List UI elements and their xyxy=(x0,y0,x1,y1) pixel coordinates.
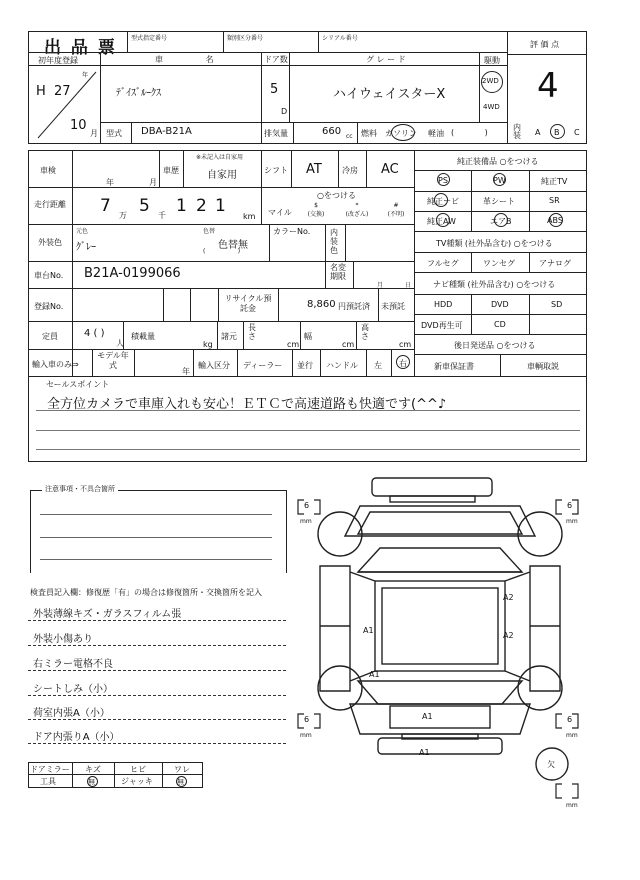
equip-airbag: エアB xyxy=(490,217,512,226)
mileage-digit-2: 5 xyxy=(139,196,150,216)
load-unit: kg xyxy=(203,340,213,349)
dvd-cd: CD xyxy=(494,320,506,329)
sales-point-label: セールスポイント xyxy=(46,380,110,389)
recycle-amount: 8,860 xyxy=(307,299,336,310)
fuel-label: 燃料 xyxy=(361,129,377,138)
drive-4wd: 4WD xyxy=(483,103,500,111)
damage-mark-4: A1 xyxy=(369,670,380,679)
reg-month-unit: 月 xyxy=(90,129,98,138)
inspection-label: 車検 xyxy=(40,166,56,175)
mileage-unit: km xyxy=(243,212,256,221)
name-change-month: 月 xyxy=(377,282,384,289)
damage-mark-2: A2 xyxy=(503,631,514,640)
damage-mark-5: A1 xyxy=(422,712,433,721)
note-line-4: シートしみ（小） xyxy=(33,684,113,695)
drive-label: 駆動 xyxy=(484,56,500,65)
tire-rr-unit: mm xyxy=(566,732,578,739)
interior-c: C xyxy=(574,128,580,137)
handle-right: 右 xyxy=(399,359,407,368)
rating-value: 4 xyxy=(537,66,559,106)
displacement: 660 xyxy=(322,126,342,137)
equip-ps: PS xyxy=(438,176,448,185)
mileage-altered: * (改ざん) xyxy=(345,202,369,218)
car-diagram xyxy=(290,476,590,816)
note-line-2: 外装小傷あり xyxy=(33,634,93,645)
navi-dvd: DVD xyxy=(491,300,509,309)
door-type: D xyxy=(281,107,288,116)
serial-number-label: シリアル番号 xyxy=(322,35,358,42)
spare-unit: mm xyxy=(566,802,578,809)
mileage-man: 万 xyxy=(119,211,127,220)
tire-fr-unit: mm xyxy=(566,518,578,525)
interior-b: B xyxy=(554,128,560,137)
fuel-diesel: 軽油 xyxy=(428,129,444,138)
interior-a: A xyxy=(535,128,541,137)
mileage-digit-3: 1 xyxy=(176,196,187,216)
navi-hdd: HDD xyxy=(434,300,453,309)
note-line-3: 右ミラー電格不良 xyxy=(33,659,113,670)
dims-label: 諸元 xyxy=(221,332,237,341)
equipment-label: 純正装備品 ○をつける xyxy=(457,157,539,166)
car-name-label: 車 名 xyxy=(155,55,234,64)
color-change: 色替無 xyxy=(218,240,248,251)
color-no-label: カラーNo. xyxy=(273,227,311,236)
recycle-status: 円預託済 xyxy=(338,302,370,311)
tv-oneseg: ワンセグ xyxy=(483,259,515,268)
equip-abs: ABS xyxy=(547,216,563,225)
later-warranty: 新車保証書 xyxy=(434,362,474,371)
recycle-label: リサイクル預託金 xyxy=(224,294,272,313)
tire-fl-depth: 6 xyxy=(304,501,310,510)
mileage-digit-1: 7 xyxy=(100,196,111,216)
reg-month: 10 xyxy=(70,118,87,133)
damage-mark-6: A1 xyxy=(419,748,430,757)
reg-year-unit: 年 xyxy=(82,72,89,79)
mileage-sen: 千 xyxy=(158,211,166,220)
name-change-day: 日 xyxy=(405,282,412,289)
rating-label: 評 価 点 xyxy=(530,40,560,49)
tire-rl-depth: 6 xyxy=(304,715,310,724)
cooling: AC xyxy=(381,162,399,177)
doors-label: ドア数 xyxy=(264,55,288,64)
notes-title: 注意事項・不具合箇所 xyxy=(42,484,118,494)
capacity-unit: 人 xyxy=(116,339,124,348)
import-dealer: ディーラー xyxy=(243,361,283,370)
mileage-digit-4: 2 xyxy=(196,196,207,216)
legend-jack: ジャッキ xyxy=(121,777,153,786)
note-line-1: 外装薄線キズ・ガラスフィルム張 xyxy=(33,609,182,620)
orig-color: ｸﾞﾚｰ xyxy=(76,242,96,253)
fuel-other-brackets: ( ) xyxy=(451,128,488,137)
first-registration-label: 初年度登録 xyxy=(38,56,78,65)
grade-label: グ レ ー ド xyxy=(366,55,406,64)
dvd-label: DVD再生可 xyxy=(421,321,463,330)
doors: 5 xyxy=(270,82,279,97)
legend-break: ワレ xyxy=(174,765,190,774)
category-number-label: 類別区分番号 xyxy=(227,35,264,42)
fuel-gasoline: ガソリン xyxy=(385,129,417,138)
note-line-5: 荷室内張A（小） xyxy=(33,708,110,719)
mileage-label: 走行距離 xyxy=(34,200,66,209)
import-parallel: 並行 xyxy=(297,361,313,370)
tire-rl-unit: mm xyxy=(300,732,312,739)
import-type-label: 輸入区分 xyxy=(198,361,230,370)
name-change-label: 名変期限 xyxy=(330,263,346,281)
history-note: ※未記入は自家用 xyxy=(196,154,244,161)
color-change-label: 色替 xyxy=(203,228,216,235)
grade: ハイウェイスターX xyxy=(333,87,446,102)
history-label: 車歴 xyxy=(163,166,179,175)
damage-mark-3: A1 xyxy=(363,626,374,635)
mileage-digit-5: 1 xyxy=(215,196,226,216)
orig-color-label: 元色 xyxy=(76,228,89,235)
tv-fullseg: フルセグ xyxy=(427,259,459,268)
color-label: 外装色 xyxy=(38,238,62,247)
era: H xyxy=(36,84,46,99)
sales-point-text: 全方位カメラで車庫入れも安心！ＥＴＣで高速道路も快適です(^^♪ xyxy=(47,397,447,412)
inspection-year-unit: 年 xyxy=(106,178,114,187)
note-line-6: ドア内張りA（小） xyxy=(33,732,120,743)
legend-jack-mark: 無 xyxy=(177,778,184,786)
notes-bracket xyxy=(30,490,287,573)
cooling-label: 冷房 xyxy=(342,166,358,175)
mileage-exchanged: $ (交換) xyxy=(307,202,325,218)
equip-aw: 純正AW xyxy=(427,217,456,226)
model: DBA-B21A xyxy=(141,126,192,137)
width-label: 幅 xyxy=(304,332,312,341)
chassis-label: 車台No. xyxy=(34,271,64,280)
legend-door-mirror: ドアミラー xyxy=(30,765,70,774)
model-year-unit: 年 xyxy=(182,367,190,376)
capacity: 4 ( ) xyxy=(84,328,105,339)
legend-crack: ヒビ xyxy=(130,765,146,774)
tv-analog: アナログ xyxy=(539,259,571,268)
equip-pw: PW xyxy=(493,176,506,185)
handle-left: 左 xyxy=(374,361,382,370)
equip-tv: 純正TV xyxy=(541,177,568,186)
equip-navi: 純正ナビ xyxy=(427,197,459,206)
length-label: 長さ xyxy=(248,323,256,341)
damage-mark-1: A2 xyxy=(503,593,514,602)
car-name: ﾃﾞｲｽﾞﾙｰｸｽ xyxy=(116,88,161,99)
legend-tools: 工具 xyxy=(40,777,56,786)
tire-fl-unit: mm xyxy=(300,518,312,525)
legend-scratch: キズ xyxy=(85,765,101,774)
navi-sd: SD xyxy=(551,300,563,309)
circle-note: ○をつける xyxy=(317,191,356,200)
history: 自家用 xyxy=(207,170,237,181)
height-label: 高さ xyxy=(361,323,369,341)
tire-fr-depth: 6 xyxy=(567,501,573,510)
inspector-note: 検査員記入欄：修復歴「有」の場合は修復箇所・交換箇所を記入 xyxy=(30,588,262,597)
displacement-label: 排気量 xyxy=(264,129,288,138)
inspection-month-unit: 月 xyxy=(149,178,157,187)
mileage-unknown: # (不明) xyxy=(387,202,405,218)
later-label: 後日発送品 ○をつける xyxy=(454,341,536,350)
model-year-label: モデル年式 xyxy=(97,351,129,370)
mile-label: マイル xyxy=(268,208,292,217)
import-label: 輸入車のみ⇒ xyxy=(32,360,79,369)
model-label: 型式 xyxy=(106,129,122,138)
handle-label: ハンドル xyxy=(326,361,358,370)
interior-label: 内装 xyxy=(513,123,521,140)
type-designation-label: 型式指定番号 xyxy=(131,35,168,42)
width-unit: cm xyxy=(342,340,355,349)
load-label: 積載量 xyxy=(131,332,155,341)
capacity-label: 定員 xyxy=(42,332,58,341)
spare-mark: 欠 xyxy=(547,760,555,769)
tv-label: TV種類 (社外品含む) ○をつける xyxy=(436,239,553,248)
height-unit: cm xyxy=(399,340,412,349)
equip-leather: 革シート xyxy=(483,197,515,206)
recycle-unpaid: 未預託 xyxy=(381,302,405,311)
tire-rr-depth: 6 xyxy=(567,715,573,724)
interior-color-label: 内装色 xyxy=(330,228,338,255)
drive-2wd: 2WD xyxy=(482,77,499,85)
equip-sr: SR xyxy=(549,196,560,205)
reg-year: 27 xyxy=(54,84,71,99)
chassis: B21A-0199066 xyxy=(84,266,181,281)
legend-tools-mark: 無 xyxy=(88,778,95,786)
length-unit: cm xyxy=(287,340,300,349)
shift: AT xyxy=(306,162,322,177)
reg-no-label: 登録No. xyxy=(34,302,64,311)
shift-label: シフト xyxy=(264,166,288,175)
displacement-unit: cc xyxy=(346,133,353,140)
later-manual: 車輌取説 xyxy=(527,362,559,371)
navi-label: ナビ種類 (社外品含む) ○をつける xyxy=(433,280,556,289)
color-brackets: ( ) xyxy=(203,248,241,255)
form-title: 出 品 票 xyxy=(44,38,117,58)
